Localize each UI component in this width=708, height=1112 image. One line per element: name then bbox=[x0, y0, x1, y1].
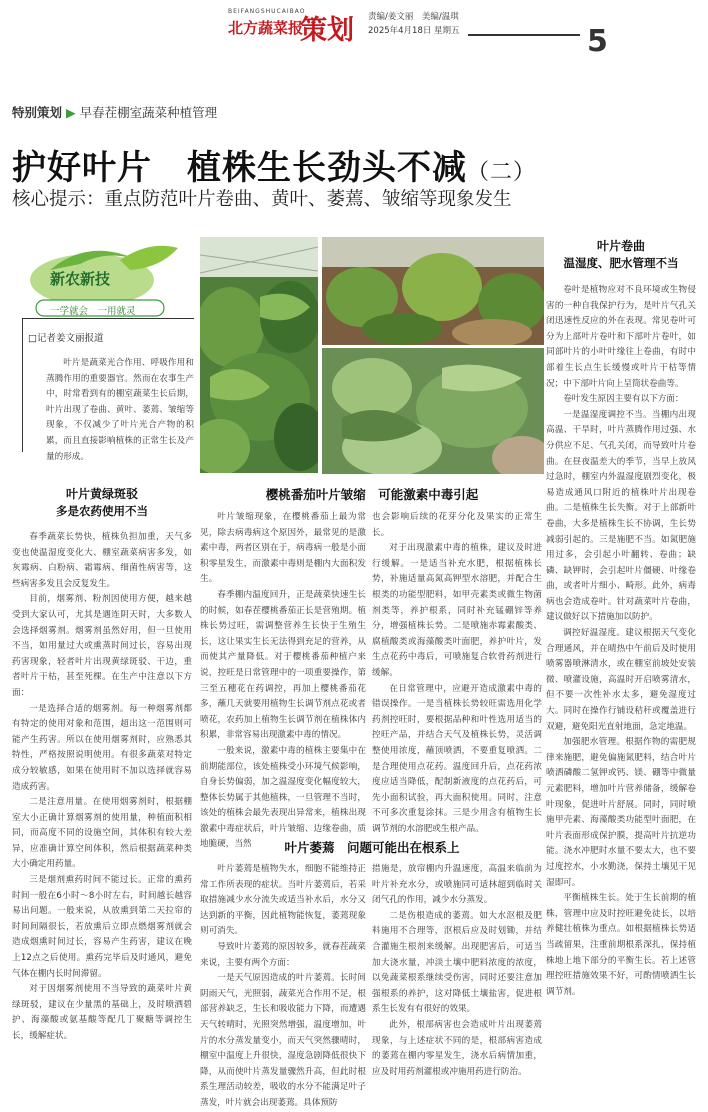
paragraph: 目前，烟雾剂、粉剂因使用方便，越来越受到大家认可，尤其是遇连阴天时，大多数人会选择烟雾剂。烟雾剂虽然好用，但一旦使用不当，如用量过大或熏蒸时间过长，容易出现药害现象，轻者叶片出现黄绿斑驳、干边，重者叶片干枯，甚至死棵。在生产中注意以下方面： bbox=[12, 594, 192, 698]
intro-box-top-rule bbox=[22, 318, 194, 319]
paragraph: 叶片萎蔫是植物失水，细胞不能维持正常工作所表现的症状。当叶片萎蔫后，若采取措施减少水分流失或适当补水后，水分又达到新的平衡，因此植物能恢复，萎蔫现象则可消失。 bbox=[200, 864, 366, 937]
paragraph: 调控好温湿度。建议根据天气变化合理通风，并在晴热中午前后及时使用喷雾器喷淋清水，或在棚室前坡处安装微、喷灌设施，高温时开启喷雾清水，但不要一次性补水太多，避免湿度过大。同时在操作行铺设秸秆或覆盖进行双避，避免阳光直射地面，急定地温。 bbox=[546, 628, 696, 732]
logo-slogan: 一学就会 一用就灵 bbox=[50, 306, 136, 317]
paragraph: 春季棚内温度回升，正是蔬菜快速生长的时候，如春茬樱桃番茄正长是营殖期。植株长势过旺，需调整营养生长快于生殖生长，这让果实生长无法得到充足的营养，从而使其产量降低。对于樱桃番茄种植户来说，控旺是日常管理中的一项重要操作，第三至五穗花在药调控，再加上樱桃番茄花多，蘸几天就要用植物生长调节剂点花或者喷花，农药加上植物生长调节剂在植株体内积累，非常容易出现激素中毒的情况。 bbox=[200, 589, 366, 741]
photo-cherry-tomato-greenhouse bbox=[200, 237, 318, 473]
section-subtitle-yellow-mottle: 多是农药使用不当 bbox=[56, 504, 148, 518]
intro-paragraph: 叶片是蔬菜光合作用、呼吸作用和蒸腾作用的重要器官。然而在农事生产中，时常看到有的棚室蔬菜生长后期，叶片出现了卷曲、黄叶、萎蔫、皱缩等现象，不仅减少了叶片光合产物的积累，而且直接影响植株的正常生长及产量的形成。 bbox=[46, 358, 194, 462]
paragraph: 一是天气原因造成的叶片萎蔫。长时间阴雨天气，光照弱，蔬菜光合作用不足，根部营养缺乏，生长和吸收能力下降，而遭遇天气转晴时，光照突然增强，温度增加，叶片的水分蒸发量变小，而天气突然骤晴时，棚室中温度上升很快，湿度急剧降低很快下降，从而使叶片蒸发量骤然升高，但此时根系生理活动较差，吸收的水分不能满足叶子蒸发，叶片就会出现萎蔫。具体预防 bbox=[200, 973, 366, 1108]
masthead-rule bbox=[468, 34, 580, 36]
kicker-topic: 早春茬棚室蔬菜种植管理 bbox=[79, 105, 218, 120]
section-name: 策划 bbox=[300, 15, 354, 46]
kicker bbox=[12, 103, 217, 121]
section-body-leaf-wrinkle-col1 bbox=[200, 510, 366, 853]
section-body-leaf-wrinkle-col2 bbox=[372, 510, 542, 837]
section-body-leaf-curl bbox=[546, 283, 696, 1000]
intro-box-left-rule bbox=[22, 318, 23, 452]
paragraph: 加强肥水管理。根据作物的需肥规律来施肥，避免偏施氮肥料，结合叶片喷洒磷酸二氢钾或钙、镁、硼等中微量元素肥料，增加叶片营养储备，缓解卷叶现象，促进叶片舒展。同时，同时喷施甲壳素、海藻酸类功能型叶面肥，在叶片表面形成保护膜，提高叶片抗逆功能。浇水冲肥时水量不要太大，也不要过度控水，小水勤浇，保持土壤见干见湿即可。 bbox=[546, 737, 696, 888]
paragraph: 在日常管理中，应避开造成激素中毒的错误操作。一是当植株长势较旺需选用化学药剂控旺时，要根据品种和叶性选用适当的控旺产品，并结合天气及植株长势，灵活调整使用浓度，蘸顶喷洒，不要重复喷洒。二是合理使用点花药。温度回升后，点花药浓度应适当降低，配制新液度的点花药后，可先小面积试验，再大面积使用。同时，注意不可多次重复涂抹。三是少用含有植物生长调节剂的水溶肥或生根产品。 bbox=[372, 683, 542, 834]
paragraph: 二是伤根造成的萎蔫。如大水沤根及肥料施用不合理等，沤根后应及时划锄，并结合灌施生根剂来缓解。出现肥害后，可适当加大浇水量，冲淡土壤中肥料浓度的浓度，以免蔬菜根系继续受伤害，同时还要注意加强根系的养护，这对降低土壤盐害，促进根系生长发有有很好的效果。 bbox=[372, 910, 542, 1015]
paper-name: 北方蔬菜报 bbox=[228, 19, 304, 37]
byline: □记者姜文丽报道 bbox=[28, 333, 104, 344]
section-title-yellow-mottle: 叶片黄绿斑驳 bbox=[65, 487, 138, 501]
paragraph: 叶片皱缩现象，在樱桃番茄上最为常见，除去病毒病这个原因外，最常见的是激素中毒，两者区别在于，病毒病一般是小面积零星发生，而激素中毒则是棚内大面积发生。 bbox=[200, 512, 366, 585]
deck: 核心提示：重点防范叶片卷曲、黄叶、萎蔫、皱缩等现象发生 bbox=[12, 189, 512, 210]
paragraph: 导致叶片萎蔫的原因较多，就春茬蔬菜来说，主要有两个方面： bbox=[200, 941, 366, 968]
photo-wilted-plants bbox=[322, 237, 544, 345]
masthead-meta bbox=[368, 10, 460, 38]
paragraph: 一是选择合适的烟雾剂。每一种烟雾剂都有特定的使用对象和范围，超出这一范围则可能产生药害。所以在使用烟雾剂时，应熟悉其特性，严格按照说明使用。有很多蔬菜对特定成分较敏感，如果在使用时不加以选择就容易造成药害。 bbox=[12, 703, 192, 792]
headline-main: 护好叶片 植株生长劲头不减 bbox=[12, 148, 467, 188]
headline bbox=[12, 140, 536, 189]
paragraph: 平衡植株生长。处于生长前期的植株，管理中应及时控旺避免徒长，以培养健壮植株为重点。如根据植株长势适当疏留果，注重前期根系深扎，保持植株地上地下部分的平衡生长。若上述管理控旺措施效果不好，可酌情喷洒生长调节剂。 bbox=[546, 893, 696, 997]
paragraph: 一般来说，激素中毒的植株主要集中在前期能部位，该处植株受小环境气候影响，自身长势偏弱，加之温湿度变化幅度较大，整体长势属于其他植株，一旦管理不当时，该处的植株会最先表现出异常来，植株出现激素中毒症状后，叶片皱缩、边缘卷曲，质地脆硬，当然 bbox=[200, 745, 366, 850]
section-body-yellow-mottle bbox=[12, 530, 192, 1045]
section-title-leaf-wrinkle: 樱桃番茄叶片皱缩 可能激素中毒引起 bbox=[265, 487, 479, 502]
section-title-leaf-wilt: 叶片萎蔫 问题可能出在根系上 bbox=[284, 840, 460, 855]
arrow-right-icon: ▶ bbox=[66, 105, 76, 120]
section-title-leaf-curl: 叶片卷曲 bbox=[596, 239, 645, 253]
paragraph: 春季蔬菜长势快，植株负担加重，天气多变也使温湿度变化大、棚室蔬菜病害多发，如灰霉病、白粉病、霜霉病、细菌性病害等，这些病害多发且会反复发生。 bbox=[12, 532, 192, 589]
page-number: 5 bbox=[587, 24, 608, 59]
paragraph: 对于因烟雾剂使用不当导致的蔬菜叶片黄绿斑驳，建议在少量黑的基础上，及时喷洒碧护、海藻酸或氨基酸等配几丁聚糖等调控生长，缓解症状。 bbox=[12, 984, 192, 1041]
paragraph: 一是温湿度调控不当。当棚内出现高温、干旱时，叶片蒸腾作用过强、水分供应不足、气孔关闭，而导致叶片卷曲。在昼夜温差大的季节，当早上放风过急时，棚室内外温湿度剧烈变化，极易造成通风口附近的植株叶片出现卷曲。二是植株生长失衡。对于上部新叶卷曲，大多是植株生长不协调，生长势减弱引起的。三是施肥不当。如氮肥施用过多，会引起小叶翻转、卷曲；缺磷、缺钾时，会引起叶片僵硬、叶缘卷曲，或者叶片细小、畸形。此外，病毒病也会造成卷叶。针对蔬菜叶片卷曲，建议做好以下措施加以防护。 bbox=[546, 409, 696, 623]
paper-name-pinyin: BEIFANGSHUCAIBAO bbox=[228, 8, 306, 15]
section-body-leaf-wilt-col2 bbox=[372, 862, 542, 1080]
paragraph: 此外，根部病害也会造成叶片出现萎蔫现象，与上述症状不同的是，根部病害造成的萎蔫在棚内零星发生，浇水后病情加重，应及时用药剂灌根或冲施用药进行防治。 bbox=[372, 1019, 542, 1077]
logo-title: 新农新技 bbox=[50, 270, 111, 288]
paragraph: 卷叶发生原因主要有以下方面： bbox=[563, 394, 684, 405]
photo-curled-tomato-leaves bbox=[322, 348, 544, 474]
paragraph: 措施是，放帘棚内升温速度，高温来临前为叶片补充水分，或喷施同可适林超到临时关闭气孔的作用，减少水分蒸发。 bbox=[372, 864, 542, 906]
section-subtitle-leaf-curl: 温湿度、肥水管理不当 bbox=[563, 256, 679, 270]
paragraph: 对于出现激素中毒的植株，建议及时进行缓解。一是适当补充水肥，根据植株长势，补施适量高氮高钾型水溶肥，并配合生根类的功能型肥料，如甲壳素类或微生物菌剂类等，养护根系，同时补充锰硼锌等养分，增强植株长势。二是喷施赤霉素酸类、腐植酸类或海藻酸类叶面肥，养护叶片，发生点花药中毒后，可喷施复合软骨药剂进行缓解。 bbox=[372, 543, 542, 678]
paragraph: 三是烟剂熏药时间不能过长。正常的熏药时间一般在6小时～8小时左右，时间越长越容易出问题。一般来说，从放熏到第二天拉帘的时间间隔很长，若放熏后立即点燃烟雾剂就会造成烟熏时间过长，容易产生药害，建议在晚上12点之后使用。熏药完毕后及时通风，避免气体在棚内长时间滞留。 bbox=[12, 875, 192, 979]
editor-credit: 责编/姜文丽 美编/温琪 bbox=[368, 12, 459, 22]
issue-date: 2025年4月18日 星期五 bbox=[368, 26, 460, 36]
intro-text bbox=[46, 356, 194, 465]
headline-part: （二） bbox=[467, 160, 537, 185]
paragraph: 二是注意用量。在使用烟雾剂时，根据棚室大小正确计算烟雾剂的使用量，种植面积相同，而高度不同的设施空间，其体积有较大差异，应准确计算空间体积，然后根据蔬菜种类大小确定用药量。 bbox=[12, 797, 192, 870]
paragraph: 卷叶是植物应对不良环境或生物侵害的一种自我保护行为，是叶片气孔关闭迅速性反应的外在表现。常见卷叶可分为上部叶片卷叶和下部叶片卷叶，如同部叶片的小叶叶缘往上卷曲，有时中部着生长点生长缓慢或叶片干枯等情况；中下部叶片向上呈筒状卷曲等。 bbox=[546, 285, 696, 389]
kicker-label: 特别策划 bbox=[12, 105, 63, 120]
section-body-leaf-wilt-col1 bbox=[200, 862, 366, 1112]
paragraph: 也会影响后续的花芽分化及果实的正常生长。 bbox=[372, 512, 542, 538]
